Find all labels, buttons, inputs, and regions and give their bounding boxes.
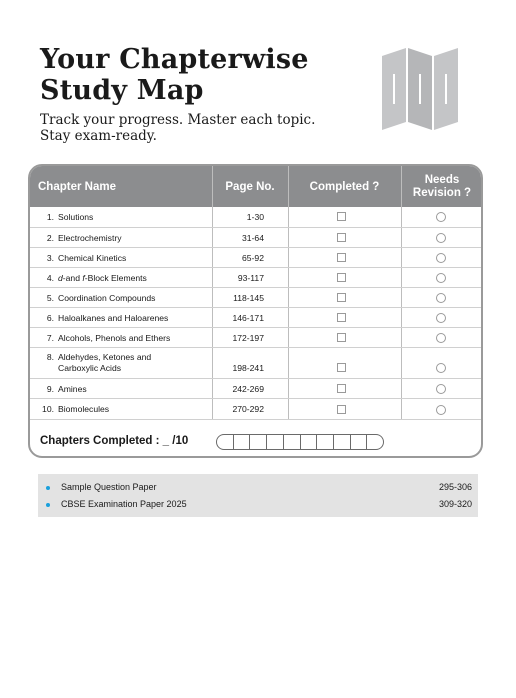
revision-radio[interactable] [436, 363, 446, 373]
revision-radio[interactable] [436, 212, 446, 222]
chapter-number: 2. [46, 233, 54, 243]
tracker-slot[interactable] [267, 435, 284, 449]
revision-radio[interactable] [436, 405, 446, 415]
chapter-pages: 146-171 [232, 313, 264, 323]
revision-radio[interactable] [436, 384, 446, 394]
table-row [30, 288, 481, 308]
chapter-name: Biomolecules [58, 404, 110, 414]
chapter-pages: 31-64 [242, 233, 264, 243]
chapter-pages: 270-292 [232, 404, 264, 414]
extra-label: CBSE Examination Paper 2025 [61, 499, 187, 509]
tracker-slot[interactable] [317, 435, 334, 449]
table-row [30, 228, 481, 248]
chapter-pages: 172-197 [232, 333, 264, 343]
header-chapter-name: Chapter Name [38, 180, 116, 193]
table-row [30, 348, 481, 379]
subtitle [40, 112, 315, 144]
list-item [38, 482, 478, 496]
header-page-no: Page No. [225, 180, 275, 193]
chapter-pages: 118-145 [233, 293, 264, 303]
chapter-name [58, 352, 151, 374]
chapter-name-d: d [58, 273, 63, 283]
chapter-number: 10. [42, 404, 54, 414]
table-header [30, 166, 481, 207]
chapter-name: Solutions [58, 212, 94, 222]
chapter-number: 6. [46, 313, 54, 323]
table-row [30, 328, 481, 348]
completed-checkbox[interactable] [337, 333, 346, 342]
completed-checkbox[interactable] [337, 253, 346, 262]
bullet-icon [46, 503, 50, 507]
chapter-number: 4. [46, 273, 54, 283]
tracker-slot[interactable] [301, 435, 318, 449]
completed-checkbox[interactable] [337, 363, 346, 372]
page-title [40, 44, 309, 106]
tracker-slot[interactable] [284, 435, 301, 449]
tracker-slot[interactable] [367, 435, 383, 449]
revision-radio[interactable] [436, 253, 446, 263]
chapter-name: Chemical Kinetics [58, 253, 127, 263]
extra-papers-box [38, 474, 478, 517]
title-line-1: Your Chapterwise [40, 44, 309, 75]
revision-radio[interactable] [436, 313, 446, 323]
extra-label: Sample Question Paper [61, 482, 157, 492]
header-completed: Completed ? [309, 180, 380, 193]
chapter-number: 7. [46, 333, 54, 343]
chapter-pages: 65-92 [242, 253, 264, 263]
revision-radio[interactable] [436, 333, 446, 343]
title-line-2: Study Map [40, 75, 204, 106]
chapter-name: Haloalkanes and Haloarenes [58, 313, 169, 323]
table-row [30, 379, 481, 399]
chapter-pages: 1-30 [246, 212, 264, 222]
completed-checkbox[interactable] [337, 212, 346, 221]
row-divider [30, 419, 481, 420]
chapter-number: 3. [46, 253, 54, 263]
completed-checkbox[interactable] [337, 293, 346, 302]
table-row [30, 308, 481, 328]
tracker-slot[interactable] [351, 435, 368, 449]
chapter-number: 8. [46, 352, 54, 362]
tracker-slot[interactable] [217, 435, 234, 449]
extra-pages: 309-320 [438, 499, 472, 509]
subtitle-line-1: Track your progress. Master each topic. [40, 112, 316, 128]
table-row [30, 268, 481, 288]
subtitle-line-2: Stay exam-ready. [40, 128, 157, 144]
chapter-name: Alcohols, Phenols and Ethers [58, 333, 171, 343]
chapter-number: 9. [46, 384, 54, 394]
table-row [30, 399, 481, 420]
revision-radio[interactable] [436, 273, 446, 283]
chapter-name-line-1: Aldehydes, Ketones and [58, 352, 152, 362]
header-needs-revision [401, 166, 483, 207]
chapter-name: Coordination Compounds [58, 293, 156, 303]
completed-checkbox[interactable] [337, 273, 346, 282]
completed-checkbox[interactable] [337, 405, 346, 414]
completed-checkbox[interactable] [337, 313, 346, 322]
tracker-slot[interactable] [250, 435, 267, 449]
chapters-completed-label: Chapters Completed : _ /10 [40, 435, 189, 447]
chapter-name-mid: -and [62, 273, 83, 283]
chapter-name: Electrochemistry [58, 233, 122, 243]
chapter-name: Amines [58, 384, 87, 394]
tracker-slot[interactable] [334, 435, 351, 449]
chapter-table-card [28, 164, 483, 458]
chapter-pages: 93-117 [237, 273, 264, 283]
revision-radio[interactable] [436, 233, 446, 243]
completed-checkbox[interactable] [337, 384, 346, 393]
chapter-number: 5. [46, 293, 54, 303]
bullet-icon [46, 486, 50, 490]
header-revision-line-2: Revision ? [412, 186, 472, 199]
revision-radio[interactable] [436, 293, 446, 303]
folded-map-icon [380, 46, 460, 130]
extra-pages: 295-306 [438, 482, 472, 492]
header-revision-line-1: Needs [424, 173, 460, 186]
chapter-name [58, 273, 147, 284]
chapters-completed-tracker[interactable] [216, 434, 384, 450]
chapter-number: 1. [46, 212, 54, 222]
chapter-pages: 198-241 [232, 363, 264, 373]
chapter-name-rest: -Block Elements [84, 273, 147, 283]
chapter-name-line-2: Carboxylic Acids [58, 363, 122, 373]
table-row [30, 207, 481, 228]
tracker-slot[interactable] [234, 435, 251, 449]
table-row [30, 248, 481, 268]
completed-checkbox[interactable] [337, 233, 346, 242]
chapter-name-f: f [82, 273, 85, 283]
chapter-pages: 242-269 [232, 384, 264, 394]
list-item [38, 499, 478, 513]
